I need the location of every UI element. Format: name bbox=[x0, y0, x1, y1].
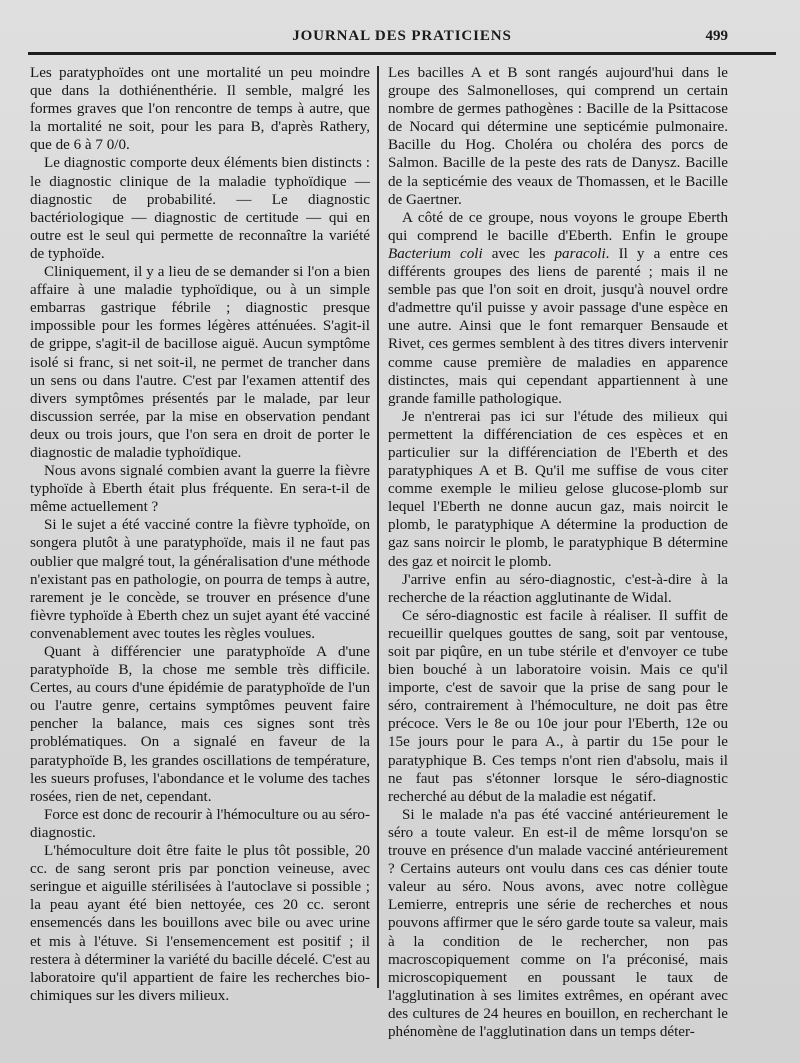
page-header bbox=[28, 28, 776, 50]
left-paragraph-1: Les paratyphoïdes ont une mortalité un peu moindre que dans la dothiénenthérie. Il semble, malgré les formes graves que l'on rencontre de temps à autre, que la mortalité ne soit, pour les para B, d'après Rathery, que de 6 à 7 0/0. bbox=[30, 65, 370, 154]
right-paragraph-2 bbox=[388, 209, 728, 408]
left-paragraph-8: L'hémoculture doit être faite le plus tôt possible, 20 cc. de sang seront pris par ponction veineuse, avec seringue et aiguille stérilisées à l'autoclave si possible ; la peau ayant été bien nettoyée, ces 20 cc. seront ensemencés dans les bouillons avec bile ou avec urine et mis à l'étuve. Si l'ensemencement est positif ; il restera à déterminer la variété du bacille décelé. C'est au laboratoire qu'il appartient de faire les recherches bio-chimiques sur les divers milieux. bbox=[30, 843, 370, 1004]
page-number: 499 bbox=[705, 28, 728, 44]
right-paragraph-4: J'arrive enfin au séro-diagnostic, c'est-à-dire à la recherche de la réaction agglutinante de Widal. bbox=[388, 571, 728, 606]
right-paragraph-1: Les bacilles A et B sont rangés aujourd'hui dans le groupe des Salmonelloses, qui comprend un certain nombre de germes pathogènes : Bacille de la Psittacose de Nocard qui détermine une septicémie pulmonaire. Bacille du Hog. Choléra ou choléra des porcs de Salmon. Bacille de la peste des rats de Danysz. Bacille de la septicémie des veaux de Thomassen, et le Bacille de Gaertner. bbox=[388, 65, 728, 208]
right-paragraph-6: Si le malade n'a pas été vacciné antérieurement le séro a toute valeur. En est-il de même lorsqu'on se trouve en présence d'un malade vacciné antérieurement ? Certains auteurs ont voulu dans ces cas dénier toute valeur au séro. Nous avons, avec notre collègue Lemierre, entrepris une série de recherches et nous pouvons affirmer que le séro garde toute sa valeur, mais à la condition de le rechercher, non pas macroscopiquement comme on l'a préconisé, mais microscopiquement en poussant le taux de l'agglutination à ses limites extrêmes, en opérant avec des cultures de 24 heures en bouillon, en recherchant le phénomène de l'agglutination dans un temps déter- bbox=[388, 806, 728, 1040]
left-paragraph-6: Quant à différencier une paratyphoïde A d'une paratyphoïde B, la chose me semble très difficile. Certes, au cours d'une épidémie de paratyphoïde de l'un ou l'autre genre, certains symptômes peuvent faire pencher la balance, mais ces signes sont très problématiques. On a signalé en faveur de la paratyphoïde B, les grandes oscillations de température, les sueurs profuses, l'abondance et le volume des taches rosées, rien de net, cependant. bbox=[30, 644, 370, 805]
left-paragraph-3: Cliniquement, il y a lieu de se demander si l'on a bien affaire à une maladie typhoïdique, ou à un simple embarras gastrique fébrile ; diagnostic presque impossible pour les formes légères atténuées. S'agit-il de grippe, s'agit-il de bacillose aiguë. Aucun symptôme isolé si franc, si net soit-il, ne permet de trancher dans un sens ou dans l'autre. C'est par l'examen attentif des divers symptômes présentés par le malade, par leur discussion serrée, par la mise en observation pendant deux ou trois jours, que l'on sera en droit de porter le diagnostic de maladie typhoïdique. bbox=[30, 264, 370, 461]
right-paragraph-5: Ce séro-diagnostic est facile à réaliser. Il suffit de recueillir quelques gouttes de sang, soit par ventouse, soit par piqûre, en un tube stérile et d'envoyer ce tube bien bouché à un laboratoire voisin. Mais ce qu'il importe, c'est de savoir que la prise de sang pour le séro, contrairement à l'hémoculture, ne doit pas être précoce. Vers le 8e ou 10e jour pour l'Eberth, 12e ou 15e jours pour le para A., à partir du 15e pour le paratyphique B. Ces temps n'ont rien d'absolu, mais il ne faut pas s'étonner lorsque le séro-diagnostic recherché au début de la maladie est négatif. bbox=[388, 607, 728, 805]
left-paragraph-4: Nous avons signalé combien avant la guerre la fièvre typhoïde à Eberth était plus fréquente. En sera-t-il de même actuellement ? bbox=[30, 463, 370, 516]
column-divider bbox=[377, 66, 379, 988]
right-paragraph-2-part-2: avec les bbox=[491, 245, 546, 262]
right-paragraph-2-part-3: . Il y a entre ces différents groupes des liens de parenté ; mais il ne semble pas que l'on soit en droit, jusqu'à nouvel ordre d'admettre qu'il puisse y avoir passage d'une espèce en une autre. Ainsi que le font remarquer Bensaude et Rivet, ces germes semblent à des titres divers intervenir comme cause première de maladies en apparence distinctes, mais qui cependant appartiennent à une grande famille pathologique. bbox=[388, 245, 729, 407]
left-paragraph-7: Force est donc de recourir à l'hémoculture ou au séro-diagnostic. bbox=[30, 806, 370, 841]
left-column bbox=[30, 64, 370, 1004]
journal-title: JOURNAL DES PRATICIENS bbox=[292, 28, 512, 44]
right-paragraph-2-part-1: A côté de ce groupe, nous voyons le groupe Eberth qui comprend le bacille d'Eberth. Enfin le groupe bbox=[388, 209, 728, 244]
left-paragraph-5: Si le sujet a été vacciné contre la fièvre typhoïde, on songera plutôt à une paratyphoïde, mais il ne faut pas oublier que malgré tout, la généralisation d'une méthode n'existant pas en pathologie, on pourra de temps à autre, rarement je le concède, se trouver en présence d'une fièvre typhoïde à Eberth chez un sujet ayant été vacciné convenablement avec toutes les règles voulues. bbox=[30, 517, 370, 642]
header-rule bbox=[28, 52, 776, 55]
right-column bbox=[388, 64, 729, 1040]
right-paragraph-3: Je n'entrerai pas ici sur l'étude des milieux qui permettent la différenciation de ces espèces et en particulier sur la différenciation de l'Eberth et des paratyphiques A et B. Qu'il me suffise de vous citer comme exemple le milieu gelose glucose-plomb sur lequel l'Eberth ne donne aucun gaz, mais noircit le plomb, le paratyphique A détermine la production de gaz sans noircir le plomb, le paratyphique B détermine des gaz et noircit le plomb. bbox=[388, 408, 728, 570]
bacterium-coli-term: Bacterium coli bbox=[388, 245, 483, 262]
left-paragraph-2: Le diagnostic comporte deux éléments bien distincts : le diagnostic clinique de la maladie typhoïdique — diagnostic de probabilité. — Le diagnostic bactériologique — diagnostic de certitude — qui en outre est le seul qui permette de reconnaître la variété de typhoïde. bbox=[30, 155, 370, 262]
paracoli-term: paracoli bbox=[554, 245, 606, 262]
